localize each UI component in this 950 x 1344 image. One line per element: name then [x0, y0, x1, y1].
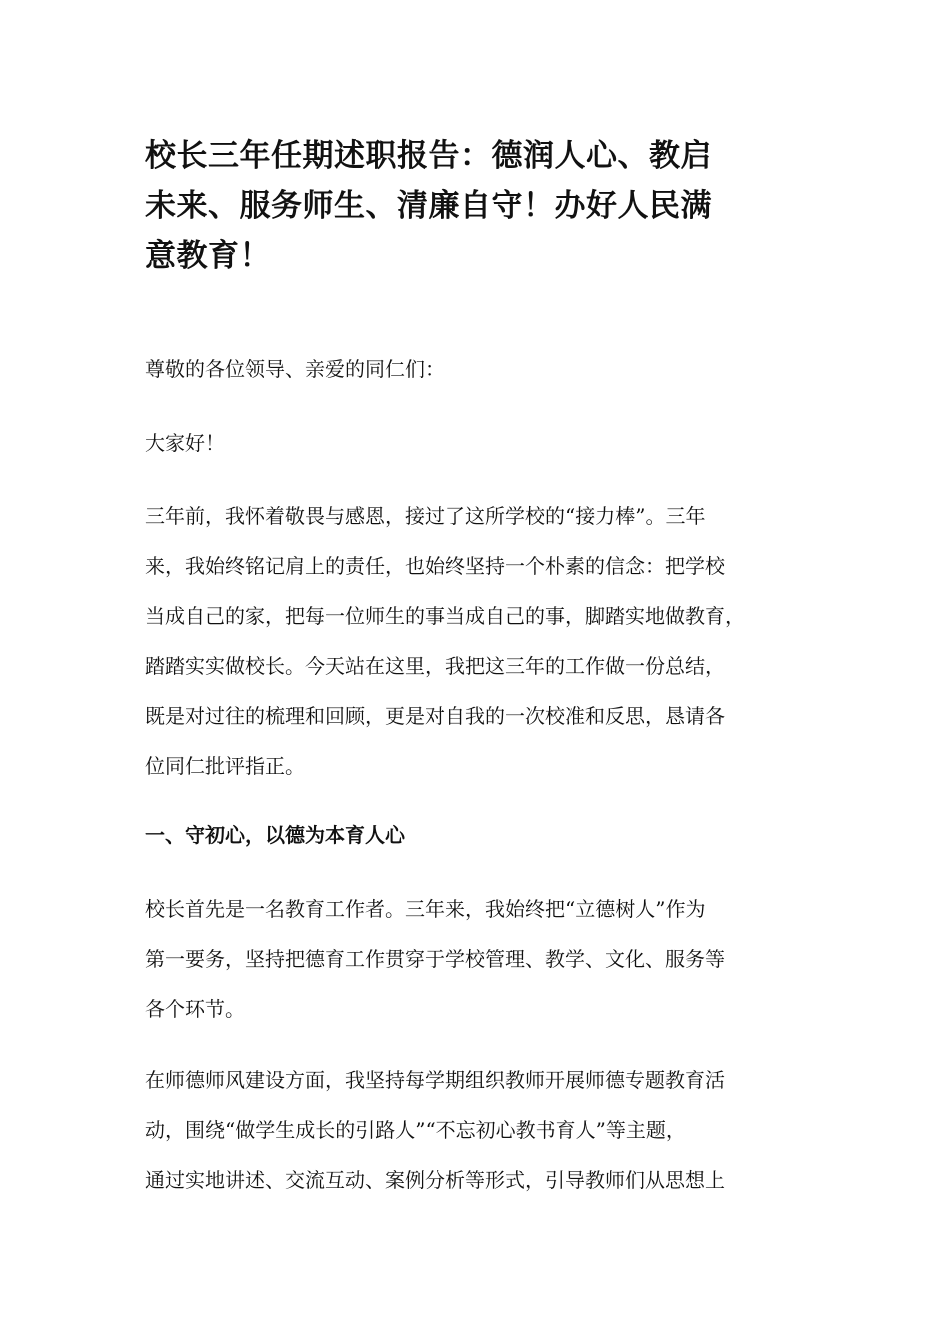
title-line: 校长三年任期述职报告：德润人心、教启	[145, 138, 712, 174]
section1-paragraph-1	[145, 884, 815, 1034]
text-line: 动，围绕“做学生成长的引路人”“不忘初心教书育人”等主题，	[145, 1118, 686, 1142]
salutation: 尊敬的各位领导、亲爱的同仁们：	[145, 357, 445, 381]
text-line: 在师德师风建设方面，我坚持每学期组织教师开展师德专题教育活	[145, 1068, 725, 1092]
text-line: 三年前，我怀着敬畏与感恩，接过了这所学校的“接力棒”。三年	[145, 504, 706, 528]
section1-paragraph-2	[145, 1055, 815, 1205]
text-line: 当成自己的家，把每一位师生的事当成自己的事，脚踏实地做教育，	[145, 604, 745, 628]
text-line: 校长首先是一名教育工作者。三年来，我始终把“立德树人”作为	[145, 897, 706, 921]
text-line: 位同仁批评指正。	[145, 754, 305, 778]
text-line: 既是对过往的梳理和回顾，更是对自我的一次校准和反思，恳请各	[145, 704, 725, 728]
section-heading: 一、守初心，以德为本育人心	[145, 823, 405, 847]
text-line: 来，我始终铭记肩上的责任，也始终坚持一个朴素的信念：把学校	[145, 554, 725, 578]
title-line: 意教育！	[145, 238, 271, 274]
greeting: 大家好！	[145, 431, 225, 455]
title-line: 未来、服务师生、清廉自守！办好人民满	[145, 188, 712, 224]
intro-paragraph	[145, 491, 815, 791]
text-line: 各个环节。	[145, 997, 245, 1021]
text-line: 通过实地讲述、交流互动、案例分析等形式，引导教师们从思想上	[145, 1168, 725, 1192]
text-line: 踏踏实实做校长。今天站在这里，我把这三年的工作做一份总结，	[145, 654, 725, 678]
document-title	[145, 131, 805, 281]
text-line: 第一要务，坚持把德育工作贯穿于学校管理、教学、文化、服务等	[145, 947, 725, 971]
